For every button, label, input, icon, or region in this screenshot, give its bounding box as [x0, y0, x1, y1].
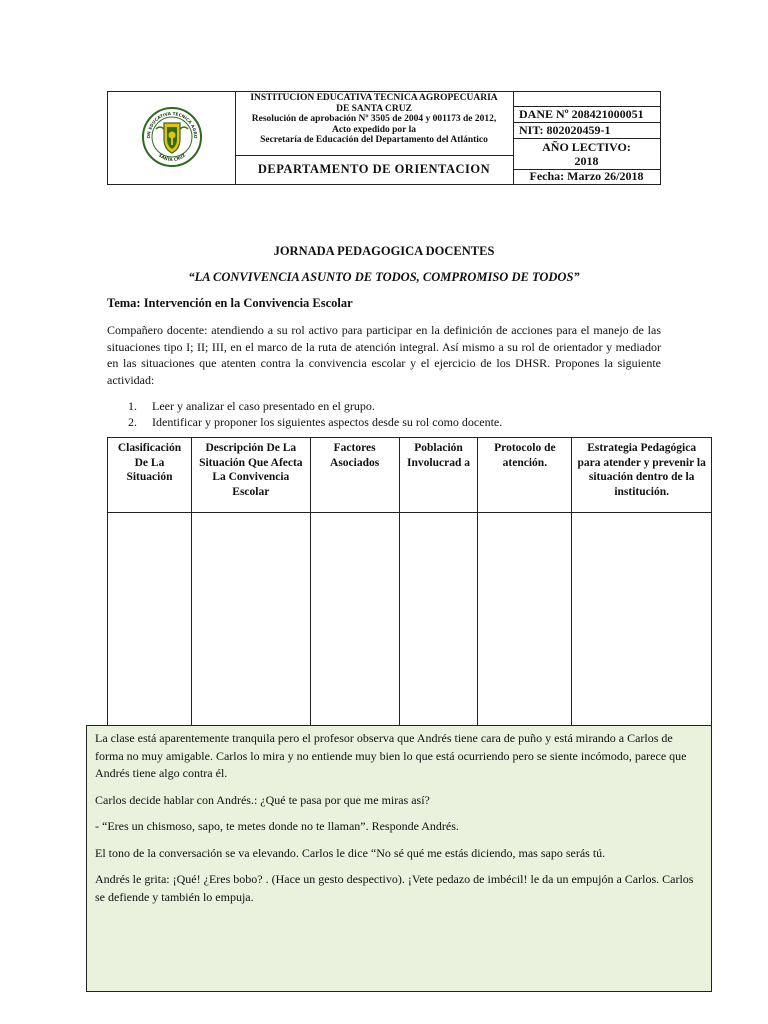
analysis-table	[107, 437, 712, 726]
case-paragraph: Carlos decide hablar con Andrés.: ¿Qué te pasa por que me miras así?	[95, 792, 430, 807]
column-header-factors: Factores Asociados	[310, 438, 399, 513]
table-cell[interactable]	[478, 513, 572, 726]
institution-cell	[235, 92, 514, 184]
institution-name-line2: DE SANTA CRUZ	[336, 103, 412, 114]
act-line: Acto expedido por la	[331, 124, 416, 135]
page-subtitle: “LA CONVIVENCIA ASUNTO DE TODOS, COMPROMISO DE TODOS”	[188, 270, 580, 284]
institution-name-line1: INSTITUCION EDUCATIVA TECNICA AGROPECUARIA	[250, 93, 498, 103]
column-header-classification: Clasificación De La Situación	[108, 438, 192, 513]
table-cell[interactable]	[191, 513, 310, 726]
logo-cell	[108, 92, 236, 184]
codes-cell	[513, 92, 660, 184]
case-paragraph: - “Eres un chismoso, sapo, te metes donde no te llaman”. Responde Andrés.	[95, 819, 459, 833]
school-year-value: 2018	[574, 154, 599, 168]
secretary-line: Secretaría de Educación del Departamento del Atlántico	[260, 135, 488, 145]
case-paragraph: Andrés le grita: ¡Qué! ¿Eres bobo? . (Hace un gesto despectivo). ¡Vete pedazo de imbécil! le da un empujón a Carlos. Carlos se defiende y también lo empuja.	[95, 872, 694, 904]
topic-heading: Tema: Intervención en la Convivencia Escolar	[107, 296, 353, 310]
table-cell[interactable]	[399, 513, 478, 726]
document-header	[107, 91, 661, 185]
list-item	[128, 398, 502, 414]
list-item	[128, 414, 502, 430]
empty-row	[513, 92, 660, 107]
intro-paragraph: Compañero docente: atendiendo a su rol activo para participar en la definición de acciones para el manejo de las situaciones tipo I; II; III, en el marco de la ruta de atención integral. Así mismo a su rol de orientador y mediador en las situaciones que atenten contra la convivencia escolar y el ejercicio de los DHSR. Propones la siguiente actividad:	[107, 323, 661, 387]
column-header-protocol: Protocolo de atención.	[478, 438, 572, 513]
instruction-list	[128, 398, 502, 430]
institution-block	[235, 93, 513, 146]
table-cell[interactable]	[310, 513, 399, 726]
column-header-population: Población Involucrad a	[399, 438, 478, 513]
divider	[235, 155, 513, 156]
resolution-line: Resolución de aprobación Nº 3505 de 2004 y 001173 de 2012,	[251, 114, 497, 124]
table-cell[interactable]	[108, 513, 192, 726]
table-header-row	[108, 438, 712, 513]
school-year	[513, 139, 660, 170]
page-title: JORNADA PEDAGOGICA DOCENTES	[273, 244, 495, 258]
list-number: 2.	[128, 415, 137, 429]
document-date: Fecha: Marzo 26/2018	[529, 169, 644, 183]
column-header-description: Descripción De La Situación Que Afecta La Convivencia Escolar	[191, 438, 310, 513]
list-text: Leer y analizar el caso presentado en el grupo.	[152, 399, 375, 413]
dane-code: DANE Nº 208421000051	[513, 107, 660, 123]
list-text: Identificar y proponer los siguientes aspectos desde su rol como docente.	[152, 415, 503, 429]
case-paragraph: El tono de la conversación se va elevando. Carlos le dice “No sé qué me estás diciendo, mas sapo serás tú.	[95, 845, 606, 860]
case-study-box	[86, 725, 712, 992]
school-year-label: AÑO LECTIVO:	[542, 140, 631, 154]
case-paragraph: La clase está aparentemente tranquila pero el profesor observa que Andrés tiene cara de puño y está mirando a Carlos de forma no muy amigable. Carlos lo mira y no entiende muy bien lo que está ocurriendo pero se siente incómodo, parece que Andrés tiene algo contra él.	[95, 731, 687, 780]
department-name: DEPARTAMENTO DE ORIENTACION	[257, 162, 491, 176]
nit-code: NIT: 802020459-1	[513, 123, 660, 139]
column-header-strategy: Estrategia Pedagógica para atender y prevenir la situación dentro de la institución.	[572, 438, 712, 513]
table-row	[108, 513, 712, 726]
school-seal-icon	[142, 95, 202, 179]
table-cell[interactable]	[572, 513, 712, 726]
list-number: 1.	[128, 399, 137, 413]
seal-text-bottom: SANTA CRUZ	[157, 152, 187, 163]
seal-text-top: ON EDUCATIVA TECNICA AGRO	[145, 110, 199, 139]
